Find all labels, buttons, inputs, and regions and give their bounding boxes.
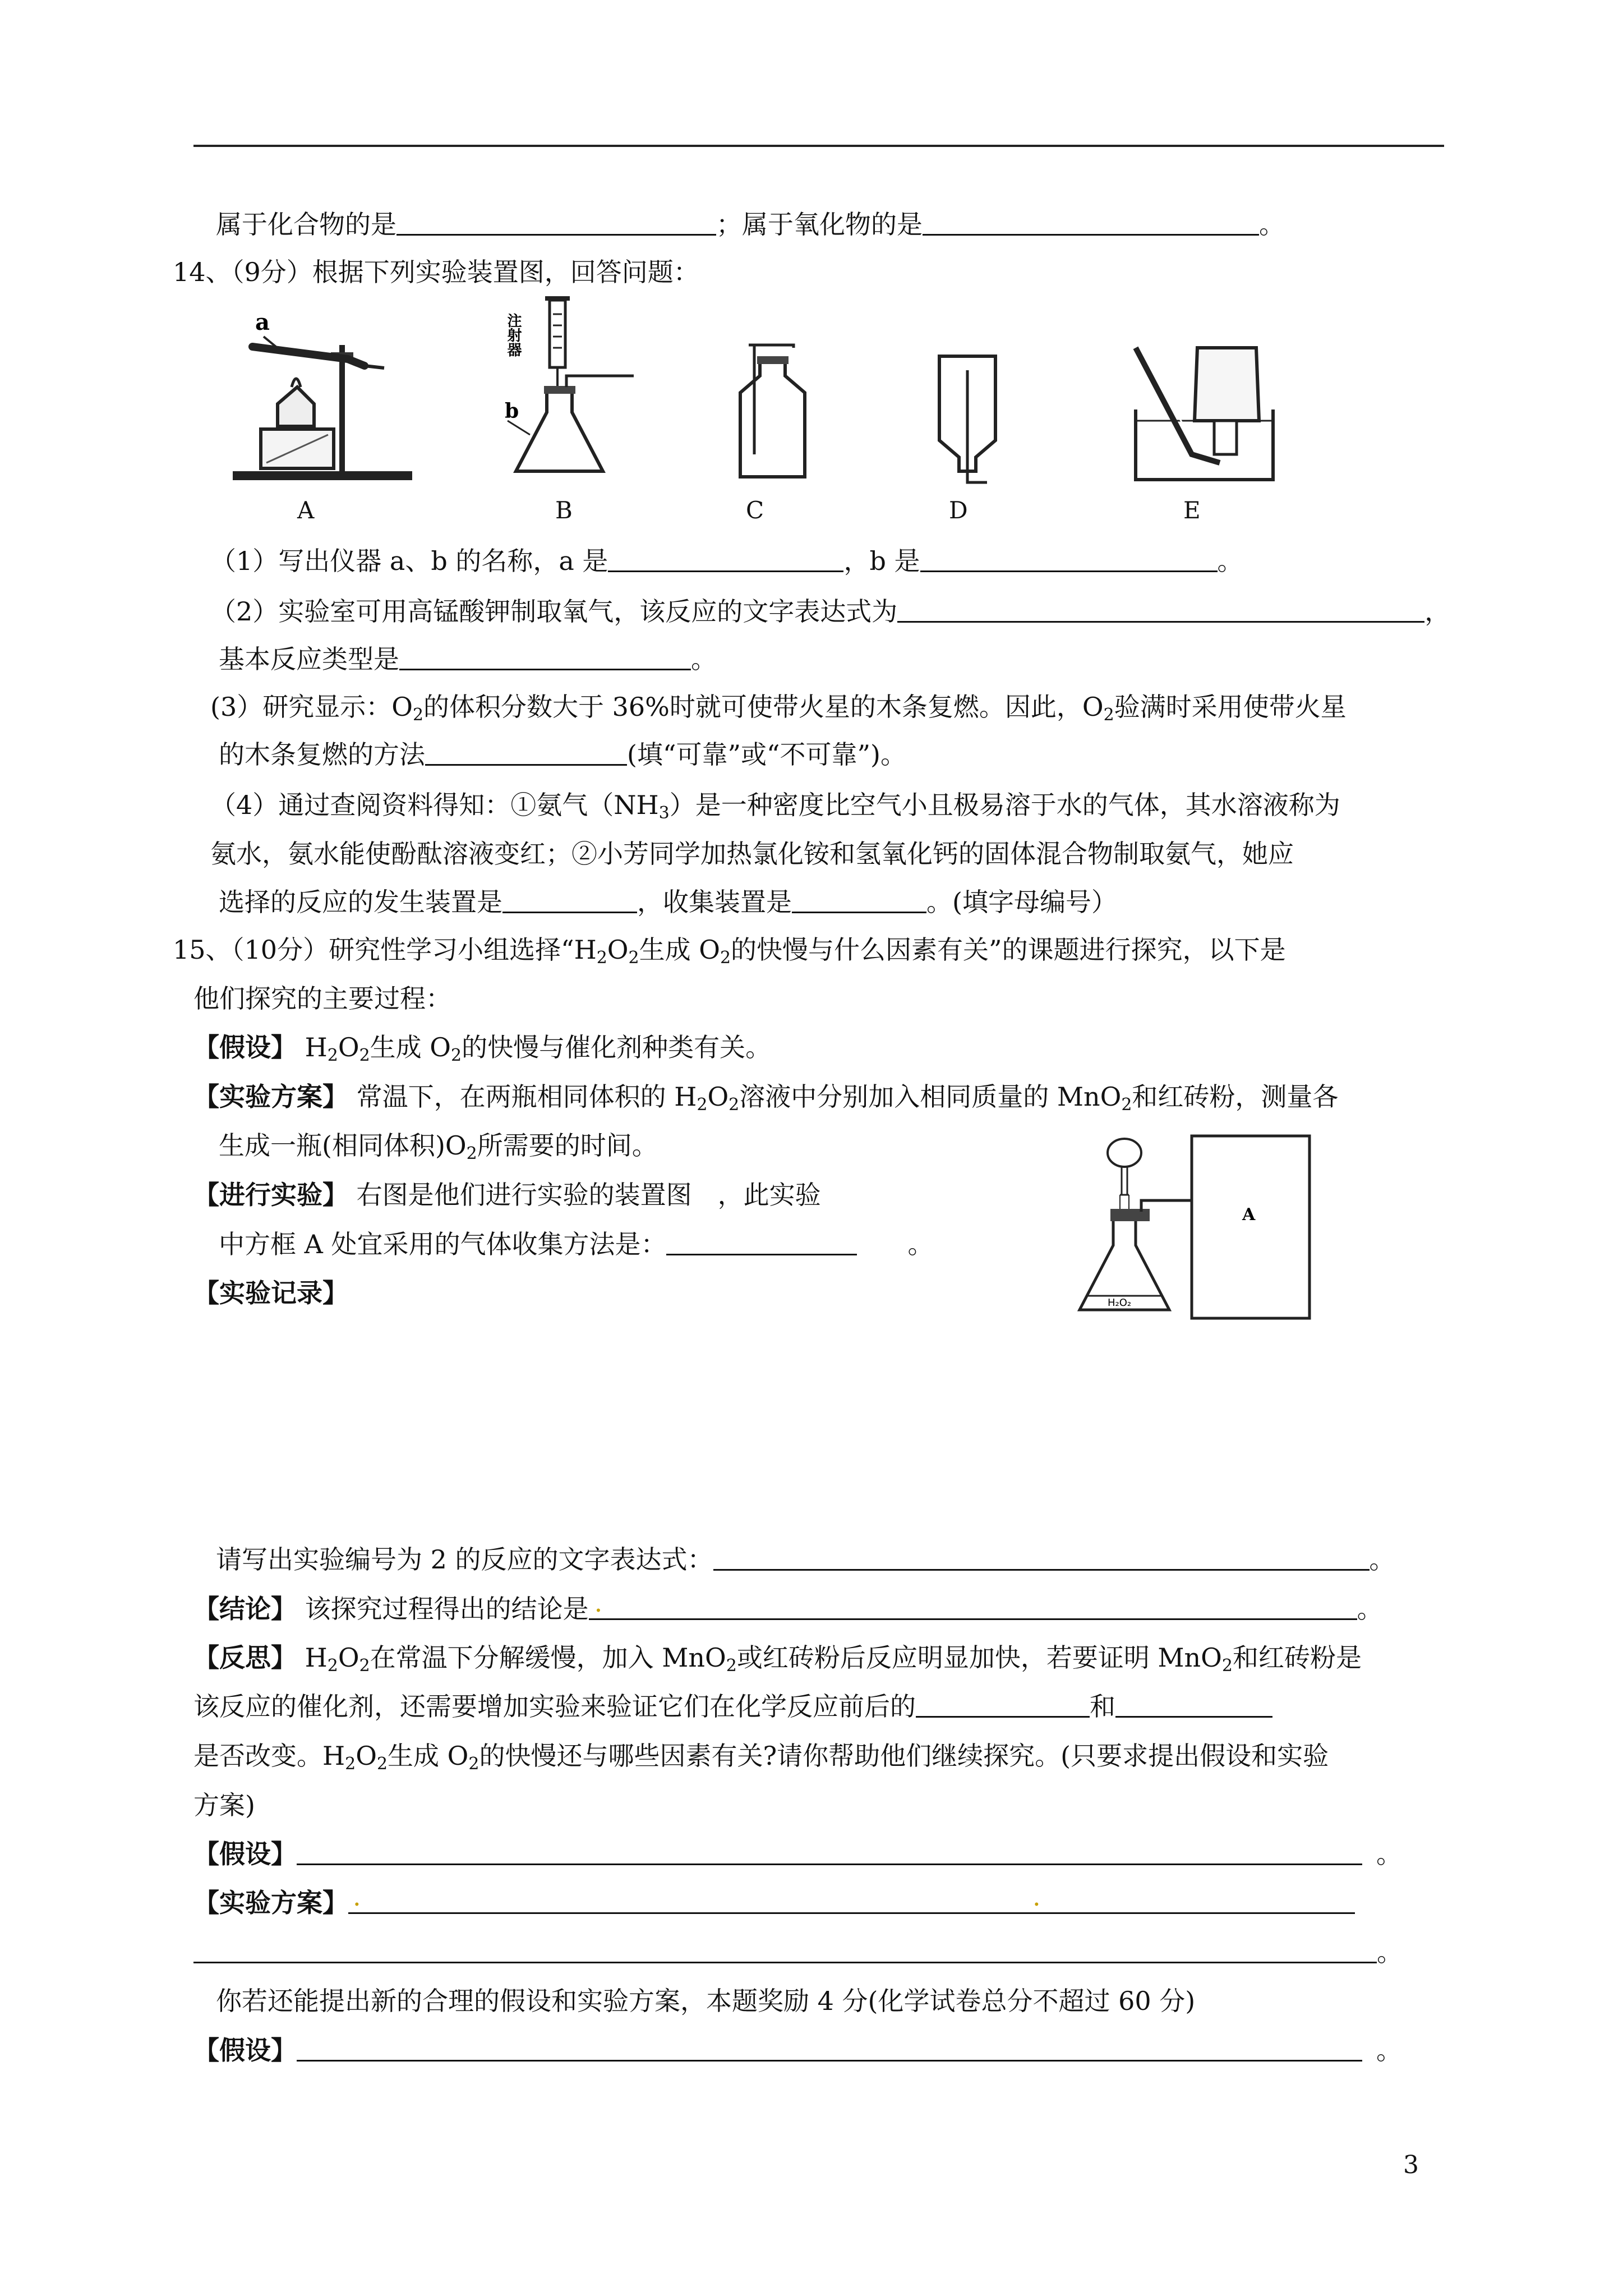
q15-plan2-line1 — [193, 1881, 1355, 1920]
apparatus-label-a: A — [297, 496, 315, 524]
instrument-a-blank[interactable] — [608, 548, 843, 572]
q15-hypothesis — [193, 1030, 771, 1064]
gas-bottle-upward-icon — [729, 342, 819, 482]
q14-heading: 14、（9分）根据下列实验装置图，回答问题： — [173, 257, 699, 287]
compound-label: 属于化合物的是 — [216, 209, 396, 240]
subscript: 2 — [628, 948, 639, 968]
syringe-label: 注射器 — [505, 313, 522, 357]
text: (填“可靠”或“不可靠”)。 — [627, 739, 906, 770]
subscript: 2 — [728, 1095, 740, 1115]
text: 生成一瓶(相同体积)O — [219, 1130, 467, 1161]
subscript: 2 — [720, 948, 731, 968]
tag: 【假设】 — [193, 1032, 297, 1062]
text: 验满时采用使带火星 — [1114, 692, 1347, 722]
text: 该反应的催化剂，还需要增加实验来验证它们在化学反应前后的 — [193, 1691, 916, 1722]
text: 生成 O — [388, 1741, 469, 1771]
apparatus-label-d: D — [949, 496, 968, 524]
text: 的快慢与什么因素有关”的课题进行探究，以下是 — [731, 935, 1286, 965]
subscript: 2 — [412, 705, 424, 725]
hypothesis3-blank[interactable] — [297, 2037, 1362, 2062]
separator: ； — [716, 209, 742, 240]
syringe-flask-apparatus-icon — [505, 292, 645, 485]
oxide-label: 属于氧化物的是 — [742, 209, 923, 240]
period: 。 — [1376, 2035, 1402, 2065]
period: 。 — [1377, 1937, 1403, 1967]
subscript: 2 — [466, 1144, 477, 1163]
q15-experiment-line2 — [219, 1227, 933, 1261]
text: O — [356, 1741, 377, 1771]
q15-equation — [216, 1543, 1395, 1576]
period: 。 — [1357, 1594, 1383, 1624]
generator-apparatus-blank[interactable] — [502, 889, 637, 913]
q14-part4-line1 — [210, 788, 1340, 822]
water-trough-collection-icon — [1130, 337, 1281, 485]
period: 。 — [1369, 1544, 1395, 1575]
dot: . — [353, 1881, 361, 1912]
text: 溶液中分别加入相同质量的 MnO — [739, 1082, 1122, 1112]
reliability-blank[interactable] — [425, 742, 627, 766]
text: 的快慢还与哪些因素有关?请你帮助他们继续探究。(只要求提出假设和实验 — [479, 1741, 1329, 1771]
text: （4）通过查阅资料得知：①氨气（NH — [210, 790, 659, 820]
tag: 【实验方案】 — [193, 1082, 348, 1112]
text: 在常温下分解缓慢，加入 MnO — [370, 1642, 726, 1673]
text: O — [338, 1032, 359, 1062]
q15-reflection-line2 — [193, 1690, 1272, 1723]
text: 的体积分数大于 36%时就可使带火星的木条复燃。因此，O — [423, 692, 1104, 722]
q15-conclusion — [193, 1588, 1383, 1626]
oxide-answer-blank[interactable] — [923, 211, 1259, 236]
q15-plan-line1 — [193, 1080, 1338, 1114]
q15-record — [193, 1276, 348, 1310]
text: H — [297, 1642, 328, 1673]
q15-plan-line2 — [219, 1129, 658, 1162]
text: (3）研究显示：O — [210, 692, 413, 722]
part-label-a: a — [255, 309, 270, 335]
equation-blank[interactable] — [713, 1547, 1370, 1571]
figure-box-label: A — [1242, 1205, 1256, 1225]
hypothesis2-blank[interactable] — [297, 1841, 1362, 1865]
instrument-b-blank[interactable] — [920, 548, 1218, 572]
tag: 【假设】 — [193, 2035, 297, 2065]
comma: ， — [1424, 596, 1451, 627]
text: 右图是他们进行实验的装置图 ，此实验 — [348, 1180, 821, 1210]
text: 选择的反应的发生装置是 — [219, 887, 502, 917]
tag: 【反思】 — [193, 1642, 297, 1673]
compound-answer-blank[interactable] — [396, 211, 716, 236]
q15-hypothesis3 — [193, 2033, 1402, 2067]
text: 请写出实验编号为 2 的反应的文字表达式： — [216, 1544, 713, 1575]
q14-part2-line1 — [210, 595, 1450, 628]
apparatus-label-b: B — [555, 496, 573, 524]
text: 中方框 A 处宜采用的气体收集方法是： — [219, 1229, 667, 1259]
compound-oxide-line — [216, 208, 1285, 241]
period: 。 — [1376, 1839, 1402, 1869]
q14-part1 — [210, 544, 1243, 578]
period: 。 — [691, 644, 717, 674]
dot: . — [594, 1588, 603, 1618]
kmno4-equation-blank[interactable] — [897, 599, 1424, 623]
dot: . — [1032, 1881, 1041, 1912]
text: 。(填字母编号） — [926, 887, 1117, 917]
subscript: 2 — [327, 1046, 338, 1065]
part-label-b: b — [505, 399, 519, 423]
flask-and-box-apparatus-icon — [1074, 1133, 1315, 1324]
collection-method-blank[interactable] — [666, 1231, 857, 1255]
subscript: 2 — [468, 1754, 479, 1774]
period: 。 — [907, 1229, 934, 1259]
q14-part2-text: （2）实验室可用高锰酸钾制取氧气，该反应的文字表达式为 — [210, 596, 898, 627]
tag: 【实验记录】 — [193, 1278, 348, 1308]
text: 该探究过程得出的结论是 — [297, 1594, 589, 1624]
text: O — [607, 935, 629, 965]
conclusion-blank[interactable] — [589, 1588, 1357, 1620]
text: ，收集装置是 — [637, 887, 792, 917]
reaction-type-blank[interactable] — [399, 646, 691, 670]
property-blank-2[interactable] — [1115, 1694, 1272, 1718]
q14-part4-line3 — [219, 885, 1117, 919]
q15-hypothesis2 — [193, 1837, 1402, 1871]
q15-reflection-line3 — [193, 1739, 1329, 1773]
text: 或红砖粉后反应明显加快，若要证明 MnO — [736, 1642, 1222, 1673]
text: 和红砖粉是 — [1232, 1642, 1362, 1673]
q14-part2-line2 — [219, 642, 717, 676]
q15-heading-line2: 他们探究的主要过程： — [193, 983, 451, 1014]
subscript: 2 — [451, 1046, 462, 1065]
period: 。 — [1259, 209, 1285, 240]
subscript: 2 — [1221, 1656, 1233, 1676]
q15-bonus: 你若还能提出新的合理的假设和实验方案，本题奖励 4 分(化学试卷总分不超过 60 分) — [216, 1986, 1196, 2016]
text: 的木条复燃的方法 — [219, 739, 425, 770]
text: 生成 O — [370, 1032, 451, 1062]
q15-heading-line1 — [173, 933, 1286, 967]
text: O — [338, 1642, 359, 1673]
q15-reflection-line4: 方案) — [193, 1790, 255, 1820]
q14-part1-mid: ，b 是 — [843, 546, 920, 576]
tag: 【结论】 — [193, 1594, 297, 1624]
text: 常温下，在两瓶相同体积的 H — [348, 1082, 697, 1112]
apparatus-label-e: E — [1183, 496, 1201, 524]
plan2-blank-1[interactable] — [348, 1881, 1355, 1914]
q14-part3-line1 — [210, 690, 1347, 724]
heating-tube-apparatus-icon — [230, 303, 415, 485]
subscript: 2 — [359, 1656, 370, 1676]
subscript: 2 — [697, 1095, 708, 1115]
plan2-blank-2[interactable] — [193, 1939, 1377, 1963]
header-rule — [193, 145, 1444, 147]
subscript: 2 — [1121, 1095, 1132, 1115]
page-number: 3 — [1403, 2151, 1419, 2179]
tag: 【假设】 — [193, 1839, 297, 1869]
text: 和 — [1090, 1691, 1115, 1722]
property-blank-1[interactable] — [916, 1694, 1090, 1718]
subscript: 2 — [376, 1754, 388, 1774]
text: 15、（10分）研究性学习小组选择“H — [173, 935, 597, 965]
subscript: 2 — [596, 948, 607, 968]
text: H — [297, 1032, 328, 1062]
reaction-type-label: 基本反应类型是 — [219, 644, 399, 674]
subscript: 3 — [658, 803, 670, 823]
collector-apparatus-blank[interactable] — [792, 889, 926, 913]
text: 是否改变。H — [193, 1741, 345, 1771]
subscript: 2 — [1103, 705, 1114, 725]
text: ）是一种密度比空气小且极易溶于水的气体，其水溶液称为 — [669, 790, 1340, 820]
text: 和红砖粉，测量各 — [1132, 1082, 1339, 1112]
subscript: 2 — [345, 1754, 356, 1774]
q14-part4-line2: 氨水，氨水能使酚酞溶液变红；②小芳同学加热氯化铵和氢氧化钙的固体混合物制取氨气，她应 — [210, 839, 1294, 869]
gas-bottle-downward-icon — [925, 353, 1009, 488]
q14-part3-line2 — [219, 738, 906, 771]
subscript: 2 — [327, 1656, 338, 1676]
q15-experiment-line1 — [193, 1178, 821, 1212]
subscript: 2 — [359, 1046, 370, 1065]
tag: 【进行实验】 — [193, 1180, 348, 1210]
apparatus-label-c: C — [746, 496, 764, 524]
period: 。 — [1217, 546, 1243, 576]
figure-liquid-label: H₂O₂ — [1108, 1297, 1132, 1309]
tag: 【实验方案】 — [193, 1888, 348, 1918]
q15-plan2-line2 — [193, 1935, 1403, 1969]
text: O — [707, 1082, 729, 1112]
q15-reflection-line1 — [193, 1641, 1362, 1674]
text: 所需要的时间。 — [477, 1130, 658, 1161]
text: 的快慢与催化剂种类有关。 — [462, 1032, 772, 1062]
text: 生成 O — [639, 935, 720, 965]
subscript: 2 — [726, 1656, 737, 1676]
q14-part1-text: （1）写出仪器 a、b 的名称，a 是 — [210, 546, 608, 576]
